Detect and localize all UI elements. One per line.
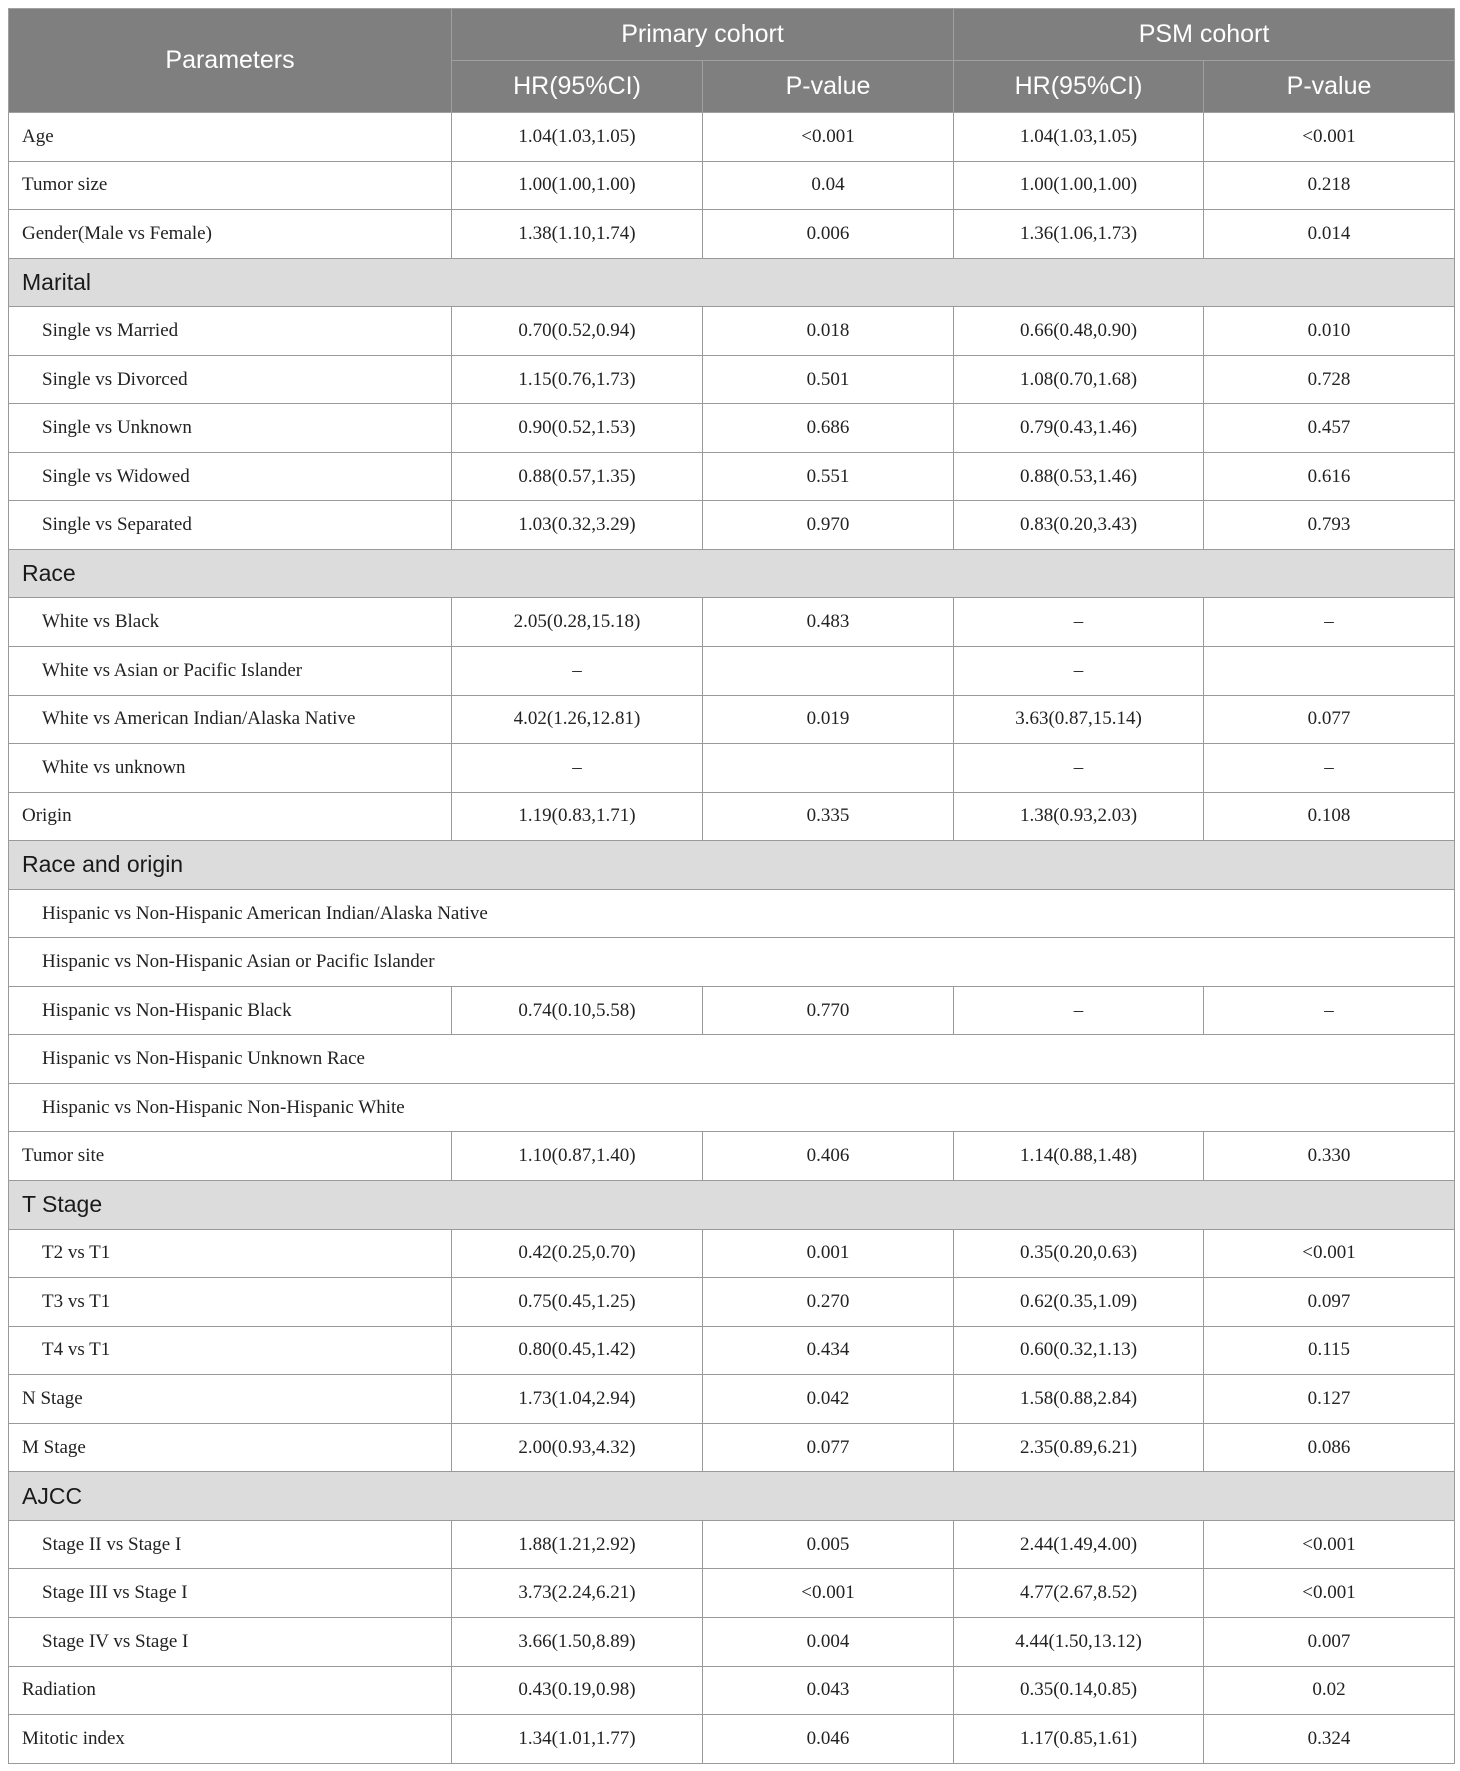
- psm-hr-cell: 1.00(1.00,1.00): [954, 161, 1204, 210]
- row-label: Hispanic vs Non-Hispanic Asian or Pacific Islander: [9, 938, 1455, 987]
- primary-hr-cell: 1.10(0.87,1.40): [452, 1132, 703, 1181]
- psm-p-cell: 0.218: [1204, 161, 1455, 210]
- primary-p-cell: 0.335: [703, 792, 954, 841]
- row-label: Hispanic vs Non-Hispanic Unknown Race: [9, 1035, 1455, 1084]
- psm-p-cell: 0.324: [1204, 1715, 1455, 1764]
- psm-p-cell: <0.001: [1204, 113, 1455, 162]
- psm-p-cell: 0.793: [1204, 501, 1455, 550]
- section-row: [9, 1472, 1455, 1521]
- table-row: [9, 452, 1455, 501]
- psm-hr-cell: 0.35(0.20,0.63): [954, 1229, 1204, 1278]
- hazard-ratio-table: [8, 8, 1455, 1764]
- primary-hr-cell: 4.02(1.26,12.81): [452, 695, 703, 744]
- row-label: Single vs Widowed: [9, 452, 452, 501]
- row-label: Tumor size: [9, 161, 452, 210]
- psm-p-cell: –: [1204, 986, 1455, 1035]
- psm-p-cell: 0.010: [1204, 307, 1455, 356]
- row-label: T2 vs T1: [9, 1229, 452, 1278]
- primary-p-cell: 0.046: [703, 1715, 954, 1764]
- header-parameters: Parameters: [9, 9, 452, 113]
- table-row: [9, 986, 1455, 1035]
- psm-p-cell: <0.001: [1204, 1229, 1455, 1278]
- row-label: Single vs Divorced: [9, 355, 452, 404]
- psm-hr-cell: 2.35(0.89,6.21): [954, 1423, 1204, 1472]
- primary-p-cell: 0.001: [703, 1229, 954, 1278]
- row-label: Tumor site: [9, 1132, 452, 1181]
- table-row: [9, 695, 1455, 744]
- psm-hr-cell: 1.58(0.88,2.84): [954, 1375, 1204, 1424]
- row-label: Hispanic vs Non-Hispanic Non-Hispanic White: [9, 1083, 1455, 1132]
- row-label: N Stage: [9, 1375, 452, 1424]
- psm-hr-cell: 0.66(0.48,0.90): [954, 307, 1204, 356]
- psm-hr-cell: 1.04(1.03,1.05): [954, 113, 1204, 162]
- psm-p-cell: 0.728: [1204, 355, 1455, 404]
- psm-hr-cell: 0.60(0.32,1.13): [954, 1326, 1204, 1375]
- section-row: [9, 549, 1455, 598]
- psm-p-cell: 0.108: [1204, 792, 1455, 841]
- row-label: White vs unknown: [9, 744, 452, 793]
- primary-hr-cell: 1.88(1.21,2.92): [452, 1520, 703, 1569]
- table-row: [9, 1520, 1455, 1569]
- psm-hr-cell: 3.63(0.87,15.14): [954, 695, 1204, 744]
- primary-p-cell: 0.04: [703, 161, 954, 210]
- psm-p-cell: 0.007: [1204, 1617, 1455, 1666]
- row-label: Age: [9, 113, 452, 162]
- table-row: [9, 1326, 1455, 1375]
- section-label: AJCC: [9, 1472, 1455, 1521]
- primary-hr-cell: 0.88(0.57,1.35): [452, 452, 703, 501]
- table-row: [9, 1083, 1455, 1132]
- row-label: Single vs Married: [9, 307, 452, 356]
- primary-hr-cell: 1.03(0.32,3.29): [452, 501, 703, 550]
- primary-hr-cell: 1.00(1.00,1.00): [452, 161, 703, 210]
- psm-hr-cell: 0.79(0.43,1.46): [954, 404, 1204, 453]
- primary-hr-cell: 2.00(0.93,4.32): [452, 1423, 703, 1472]
- table-row: [9, 598, 1455, 647]
- row-label: White vs Black: [9, 598, 452, 647]
- psm-hr-cell: –: [954, 647, 1204, 696]
- row-label: Stage III vs Stage I: [9, 1569, 452, 1618]
- psm-p-cell: –: [1204, 598, 1455, 647]
- psm-hr-cell: –: [954, 986, 1204, 1035]
- primary-hr-cell: 0.42(0.25,0.70): [452, 1229, 703, 1278]
- table-row: [9, 1035, 1455, 1084]
- psm-p-cell: 0.077: [1204, 695, 1455, 744]
- table-container: [8, 8, 1454, 1764]
- primary-hr-cell: 1.34(1.01,1.77): [452, 1715, 703, 1764]
- table-row: [9, 1569, 1455, 1618]
- section-row: [9, 841, 1455, 890]
- primary-p-cell: 0.551: [703, 452, 954, 501]
- primary-p-cell: 0.019: [703, 695, 954, 744]
- row-label: Mitotic index: [9, 1715, 452, 1764]
- section-label: Marital: [9, 258, 1455, 307]
- row-label: Radiation: [9, 1666, 452, 1715]
- table-row: [9, 792, 1455, 841]
- psm-p-cell: 0.014: [1204, 210, 1455, 259]
- table-row: [9, 1278, 1455, 1327]
- primary-p-cell: 0.006: [703, 210, 954, 259]
- row-label: T4 vs T1: [9, 1326, 452, 1375]
- header-psm-cohort: PSM cohort: [954, 9, 1455, 61]
- table-row: [9, 938, 1455, 987]
- psm-p-cell: <0.001: [1204, 1569, 1455, 1618]
- psm-p-cell: 0.097: [1204, 1278, 1455, 1327]
- primary-hr-cell: –: [452, 647, 703, 696]
- table-row: [9, 1375, 1455, 1424]
- primary-p-cell: 0.004: [703, 1617, 954, 1666]
- table-row: [9, 1617, 1455, 1666]
- psm-hr-cell: 0.62(0.35,1.09): [954, 1278, 1204, 1327]
- primary-hr-cell: 3.66(1.50,8.89): [452, 1617, 703, 1666]
- table-row: [9, 1666, 1455, 1715]
- primary-hr-cell: 0.70(0.52,0.94): [452, 307, 703, 356]
- section-row: [9, 258, 1455, 307]
- primary-p-cell: 0.686: [703, 404, 954, 453]
- row-label: Origin: [9, 792, 452, 841]
- primary-hr-cell: 1.38(1.10,1.74): [452, 210, 703, 259]
- section-label: T Stage: [9, 1181, 1455, 1230]
- row-label: Single vs Unknown: [9, 404, 452, 453]
- primary-p-cell: 0.970: [703, 501, 954, 550]
- primary-p-cell: 0.406: [703, 1132, 954, 1181]
- section-label: Race: [9, 549, 1455, 598]
- primary-hr-cell: 2.05(0.28,15.18): [452, 598, 703, 647]
- psm-hr-cell: 2.44(1.49,4.00): [954, 1520, 1204, 1569]
- header-primary-hr: HR(95%CI): [452, 61, 703, 113]
- row-label: White vs American Indian/Alaska Native: [9, 695, 452, 744]
- table-row: [9, 404, 1455, 453]
- primary-hr-cell: 1.73(1.04,2.94): [452, 1375, 703, 1424]
- row-label: T3 vs T1: [9, 1278, 452, 1327]
- table-row: [9, 210, 1455, 259]
- table-row: [9, 889, 1455, 938]
- table-row: [9, 355, 1455, 404]
- psm-hr-cell: 1.36(1.06,1.73): [954, 210, 1204, 259]
- primary-p-cell: 0.077: [703, 1423, 954, 1472]
- psm-p-cell: 0.616: [1204, 452, 1455, 501]
- header-primary-cohort: Primary cohort: [452, 9, 954, 61]
- table-row: [9, 501, 1455, 550]
- primary-p-cell: 0.434: [703, 1326, 954, 1375]
- row-label: Stage IV vs Stage I: [9, 1617, 452, 1666]
- primary-hr-cell: 0.90(0.52,1.53): [452, 404, 703, 453]
- primary-p-cell: <0.001: [703, 113, 954, 162]
- section-label: Race and origin: [9, 841, 1455, 890]
- psm-hr-cell: 4.77(2.67,8.52): [954, 1569, 1204, 1618]
- primary-hr-cell: 1.04(1.03,1.05): [452, 113, 703, 162]
- primary-hr-cell: 0.75(0.45,1.25): [452, 1278, 703, 1327]
- table-row: [9, 307, 1455, 356]
- psm-p-cell: 0.330: [1204, 1132, 1455, 1181]
- primary-p-cell: 0.770: [703, 986, 954, 1035]
- table-row: [9, 113, 1455, 162]
- psm-p-cell: 0.127: [1204, 1375, 1455, 1424]
- psm-hr-cell: 4.44(1.50,13.12): [954, 1617, 1204, 1666]
- table-row: [9, 161, 1455, 210]
- psm-hr-cell: 1.17(0.85,1.61): [954, 1715, 1204, 1764]
- primary-hr-cell: 1.15(0.76,1.73): [452, 355, 703, 404]
- table-row: [9, 647, 1455, 696]
- primary-p-cell: <0.001: [703, 1569, 954, 1618]
- primary-p-cell: [703, 744, 954, 793]
- row-label: White vs Asian or Pacific Islander: [9, 647, 452, 696]
- psm-hr-cell: 1.08(0.70,1.68): [954, 355, 1204, 404]
- table-row: [9, 1229, 1455, 1278]
- primary-p-cell: 0.270: [703, 1278, 954, 1327]
- primary-hr-cell: 1.19(0.83,1.71): [452, 792, 703, 841]
- psm-p-cell: 0.086: [1204, 1423, 1455, 1472]
- primary-p-cell: 0.483: [703, 598, 954, 647]
- header-psm-p: P-value: [1204, 61, 1455, 113]
- psm-p-cell: 0.02: [1204, 1666, 1455, 1715]
- header-psm-hr: HR(95%CI): [954, 61, 1204, 113]
- table-row: [9, 1132, 1455, 1181]
- psm-hr-cell: 0.88(0.53,1.46): [954, 452, 1204, 501]
- row-label: Single vs Separated: [9, 501, 452, 550]
- psm-hr-cell: 0.35(0.14,0.85): [954, 1666, 1204, 1715]
- psm-hr-cell: 1.38(0.93,2.03): [954, 792, 1204, 841]
- primary-p-cell: 0.005: [703, 1520, 954, 1569]
- psm-hr-cell: 0.83(0.20,3.43): [954, 501, 1204, 550]
- psm-p-cell: 0.115: [1204, 1326, 1455, 1375]
- primary-hr-cell: –: [452, 744, 703, 793]
- primary-p-cell: [703, 647, 954, 696]
- primary-hr-cell: 3.73(2.24,6.21): [452, 1569, 703, 1618]
- psm-hr-cell: 1.14(0.88,1.48): [954, 1132, 1204, 1181]
- psm-p-cell: 0.457: [1204, 404, 1455, 453]
- psm-hr-cell: –: [954, 744, 1204, 793]
- row-label: Stage II vs Stage I: [9, 1520, 452, 1569]
- table-row: [9, 1715, 1455, 1764]
- primary-p-cell: 0.501: [703, 355, 954, 404]
- section-row: [9, 1181, 1455, 1230]
- primary-hr-cell: 0.43(0.19,0.98): [452, 1666, 703, 1715]
- table-body: [9, 113, 1455, 1764]
- psm-hr-cell: –: [954, 598, 1204, 647]
- table-row: [9, 1423, 1455, 1472]
- primary-p-cell: 0.043: [703, 1666, 954, 1715]
- table-row: [9, 744, 1455, 793]
- header-primary-p: P-value: [703, 61, 954, 113]
- psm-p-cell: –: [1204, 744, 1455, 793]
- psm-p-cell: [1204, 647, 1455, 696]
- primary-hr-cell: 0.80(0.45,1.42): [452, 1326, 703, 1375]
- psm-p-cell: <0.001: [1204, 1520, 1455, 1569]
- row-label: Gender(Male vs Female): [9, 210, 452, 259]
- table-header: [9, 9, 1455, 113]
- row-label: Hispanic vs Non-Hispanic Black: [9, 986, 452, 1035]
- primary-p-cell: 0.042: [703, 1375, 954, 1424]
- row-label: Hispanic vs Non-Hispanic American Indian/Alaska Native: [9, 889, 1455, 938]
- row-label: M Stage: [9, 1423, 452, 1472]
- primary-p-cell: 0.018: [703, 307, 954, 356]
- primary-hr-cell: 0.74(0.10,5.58): [452, 986, 703, 1035]
